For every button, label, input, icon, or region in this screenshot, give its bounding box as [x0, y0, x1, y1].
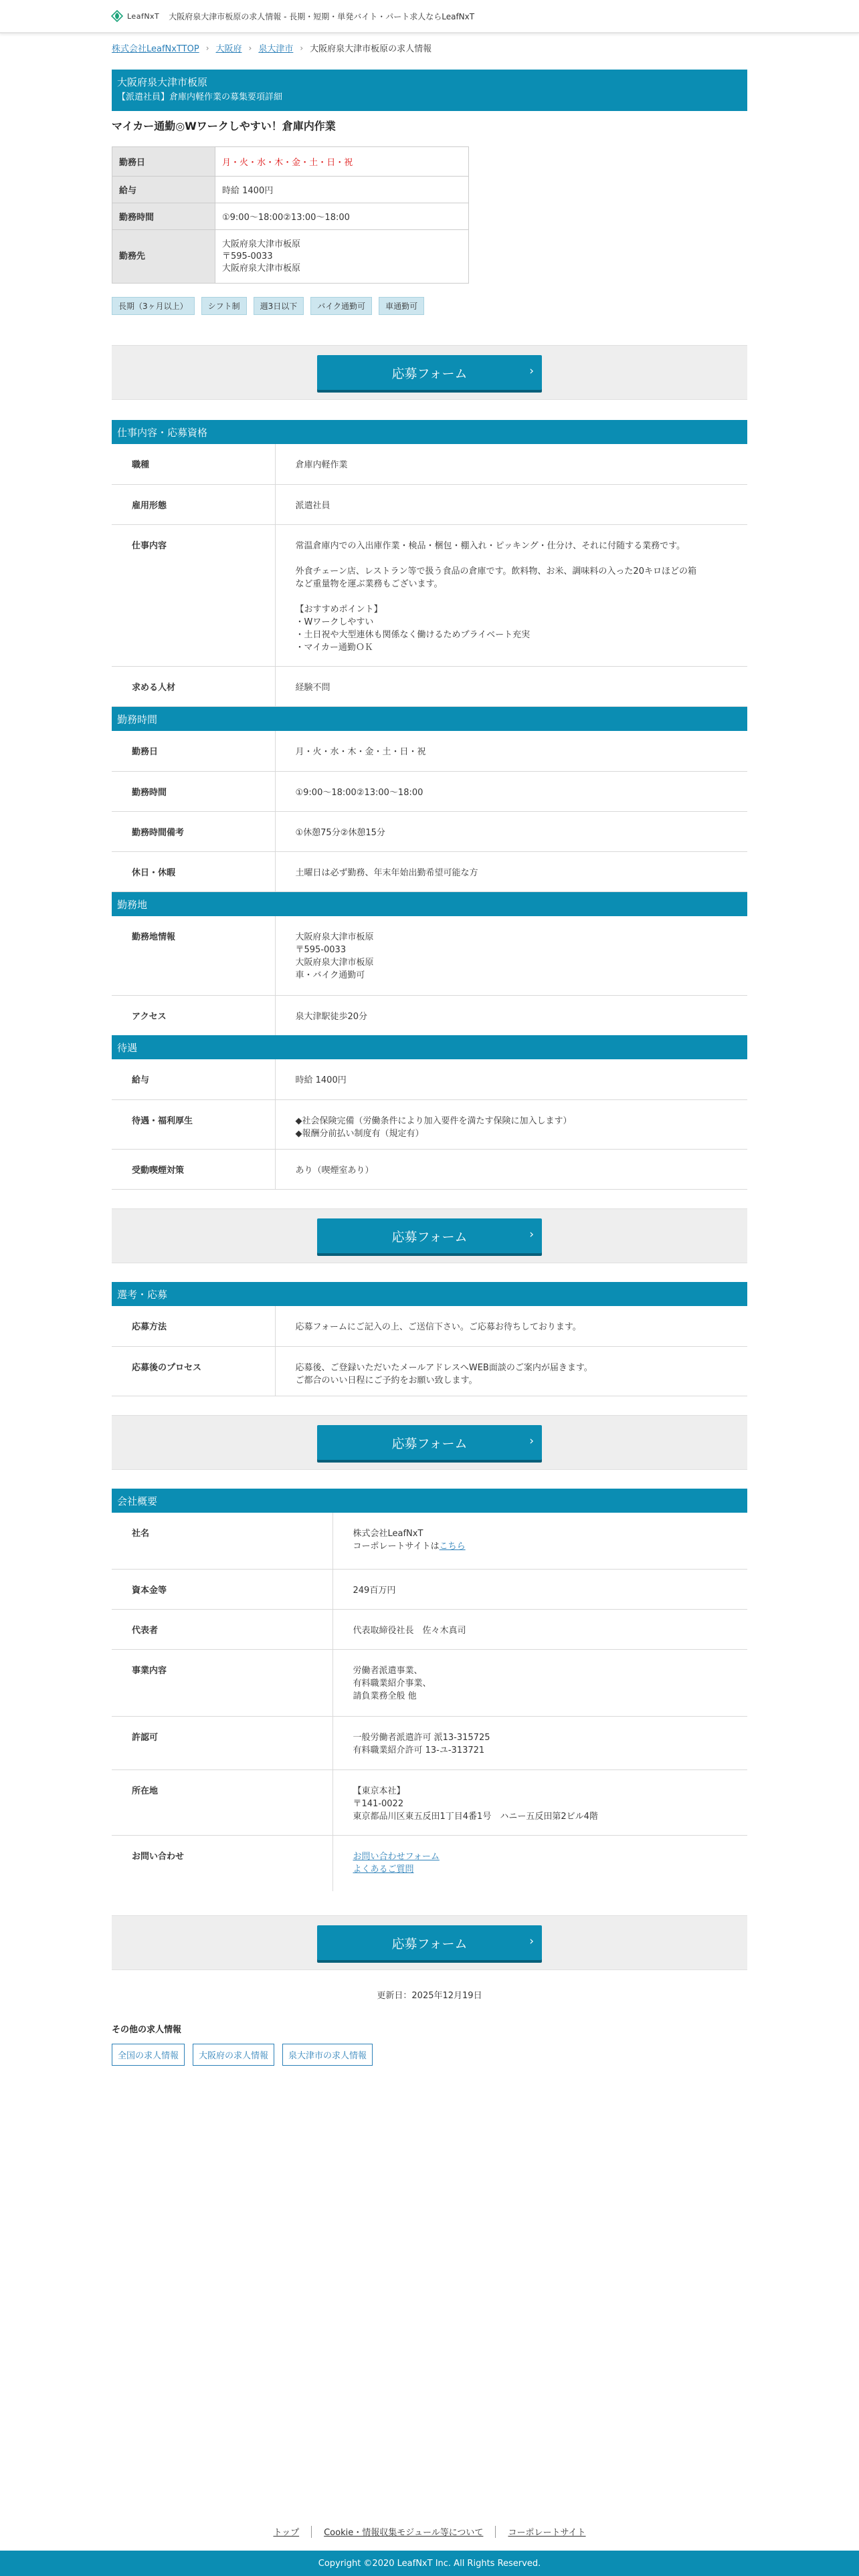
- section-place: [112, 892, 747, 1037]
- footer-cookie-link[interactable]: Cookie・情報収集モジュール等について: [324, 2528, 484, 2538]
- time-details-table: [112, 731, 747, 892]
- detail-row: [112, 1716, 747, 1769]
- detail-value-multiline: [275, 916, 747, 995]
- treatment-details-table: [112, 1059, 747, 1190]
- detail-line: 有料職業紹介事業、: [353, 1678, 432, 1689]
- updated-date: 更新日：2025年12月19日: [377, 1991, 482, 2001]
- company-details-table: [112, 1513, 747, 1891]
- detail-value: あり（喫煙室あり）: [275, 1149, 747, 1189]
- detail-row: [112, 1346, 747, 1396]
- apply-form-button[interactable]: [317, 1425, 542, 1460]
- detail-line: ・マイカー通勤ＯＫ: [295, 642, 373, 653]
- day-separator: ・: [335, 158, 345, 168]
- detail-label: 事業内容: [112, 1649, 332, 1716]
- summary-place-value: [215, 230, 469, 284]
- detail-value-multiline: [275, 524, 747, 666]
- detail-value: ①9:00～18:00②13:00～18:00: [275, 771, 747, 811]
- detail-row: [112, 916, 747, 995]
- section-work: [112, 420, 747, 707]
- day-separator: ・: [283, 158, 292, 168]
- job-summary-table: [112, 146, 469, 284]
- detail-label: 所在地: [112, 1769, 332, 1835]
- day-separator: ・: [248, 158, 258, 168]
- detail-label: 仕事内容: [112, 524, 275, 666]
- job-title-banner: [112, 70, 747, 111]
- detail-line: 大阪府泉大津市板原: [295, 958, 374, 968]
- detail-value: 倉庫内軽作業: [275, 444, 747, 484]
- day-separator: ・: [266, 158, 275, 168]
- chevron-right-icon: ›: [529, 1935, 534, 1948]
- detail-row: [112, 1513, 747, 1569]
- summary-day: 日: [326, 158, 336, 168]
- detail-value-multiline: [275, 1346, 747, 1396]
- detail-label: 求める人材: [112, 666, 275, 706]
- detail-line: ・Wワークしやすい: [295, 617, 374, 627]
- leaf-logo-icon: [111, 10, 123, 22]
- detail-line: 【東京本社】: [353, 1786, 405, 1796]
- detail-line: 車・バイク通勤可: [295, 970, 365, 980]
- detail-label: 職種: [112, 444, 275, 484]
- place-line: 大阪府泉大津市板原: [222, 263, 301, 274]
- apply-form-button[interactable]: [317, 1925, 542, 1960]
- prefecture-jobs-link[interactable]: 大阪府の求人情報: [193, 2044, 274, 2066]
- breadcrumb-city-link[interactable]: 泉大津市: [258, 44, 294, 54]
- apply-button-label: 応募フォーム: [391, 1936, 468, 1951]
- detail-row: [112, 524, 747, 666]
- detail-line: 応募後、ご登録いただいたメールアドレスへWEB面談のご案内が届きます。: [295, 1362, 593, 1373]
- summary-label: 勤務日: [112, 147, 215, 177]
- footer-top-link[interactable]: トップ: [273, 2528, 300, 2538]
- nationwide-jobs-link[interactable]: 全国の求人情報: [112, 2044, 185, 2066]
- detail-label: 受動喫煙対策: [112, 1149, 275, 1189]
- work-details-table: [112, 444, 747, 707]
- section-heading: 仕事内容・応募資格: [112, 420, 747, 444]
- breadcrumb-top-link[interactable]: 株式会社LeafNxTTOP: [112, 44, 199, 54]
- detail-value: 泉大津駅徒歩20分: [275, 995, 747, 1037]
- detail-label: 応募後のプロセス: [112, 1346, 275, 1396]
- summary-day: 金: [292, 158, 301, 168]
- detail-line: 一般労働者派遣許可 派13-315725: [353, 1732, 490, 1743]
- detail-line: ◆社会保険完備（労働条件により加入要件を満たす保険に加入します）: [295, 1115, 572, 1126]
- section-heading: 勤務時間: [112, 707, 747, 731]
- section-heading: 勤務地: [112, 892, 747, 916]
- detail-row: [112, 666, 747, 706]
- apply-button-label: 応募フォーム: [391, 1229, 468, 1245]
- detail-row: [112, 995, 747, 1037]
- section-heading: 選考・応募: [112, 1282, 747, 1306]
- detail-line: 大阪府泉大津市板原: [295, 932, 374, 942]
- corporate-site-line: [353, 1540, 748, 1553]
- detail-row: [112, 811, 747, 851]
- detail-row: [112, 1835, 747, 1891]
- summary-label: 勤務先: [112, 230, 215, 284]
- section-company: [112, 1489, 747, 1891]
- header-tagline: 大阪府泉大津市板原の求人情報 - 長期・短期・単発バイト・パート求人ならLeafNxT: [169, 11, 475, 21]
- other-jobs-links: [112, 2044, 747, 2066]
- chevron-right-icon: ›: [529, 1228, 534, 1241]
- summary-label: 勤務時間: [112, 203, 215, 230]
- place-line: 〒595-0033: [222, 251, 273, 261]
- detail-label: 勤務時間: [112, 771, 275, 811]
- apply-box: [112, 1208, 747, 1263]
- detail-row: [112, 1149, 747, 1189]
- job-location-title: 大阪府泉大津市板原: [117, 76, 208, 88]
- detail-value-multiline: [332, 1769, 747, 1835]
- place-line: 大阪府泉大津市板原: [222, 239, 301, 249]
- company-name-value: [332, 1513, 747, 1569]
- section-heading: 会社概要: [112, 1489, 747, 1513]
- feature-tag: 週3日以下: [254, 297, 304, 315]
- detail-label: 待遇・福利厚生: [112, 1099, 275, 1149]
- selection-details-table: [112, 1306, 747, 1396]
- chevron-right-icon: ›: [300, 43, 304, 53]
- summary-day: 月: [222, 158, 231, 168]
- section-treatment: [112, 1035, 747, 1190]
- summary-row-days: [112, 147, 469, 177]
- apply-form-button[interactable]: [317, 1218, 542, 1253]
- summary-day: 水: [257, 158, 266, 168]
- detail-line: ・土日祝や大型連休も関係なく働けるためプライベート充実: [295, 629, 531, 640]
- footer-corporate-link[interactable]: コーポレートサイト: [508, 2528, 586, 2538]
- faq-link[interactable]: よくあるご質問: [353, 1864, 414, 1874]
- detail-row: [112, 1569, 747, 1609]
- feature-tag: 車通勤可: [379, 297, 424, 315]
- apply-button-label: 応募フォーム: [391, 1436, 468, 1451]
- detail-label: 代表者: [112, 1609, 332, 1649]
- section-selection: [112, 1282, 747, 1396]
- copyright: Copyright ©2020 LeafNxT Inc. All Rights Reserved.: [0, 2551, 859, 2576]
- detail-value-multiline: [332, 1649, 747, 1716]
- apply-box: [112, 345, 747, 400]
- detail-value-multiline: [275, 1099, 747, 1149]
- detail-line: 請負業務全般 他: [353, 1691, 417, 1701]
- detail-line: 〒595-0033: [295, 945, 347, 955]
- apply-box: [112, 1915, 747, 1970]
- detail-value: 月・火・水・木・金・土・日・祝: [275, 731, 747, 771]
- detail-row: [112, 1609, 747, 1649]
- site-header: [0, 0, 859, 33]
- breadcrumb-current: 大阪府泉大津市板原の求人情報: [310, 44, 432, 54]
- detail-row: [112, 1649, 747, 1716]
- detail-label: アクセス: [112, 995, 275, 1037]
- detail-value: 時給 1400円: [275, 1059, 747, 1099]
- summary-hours-value: ①9:00～18:00②13:00～18:00: [215, 203, 469, 230]
- detail-label: お問い合わせ: [112, 1835, 332, 1891]
- detail-row: [112, 484, 747, 524]
- detail-label: 雇用形態: [112, 484, 275, 524]
- detail-value: 派遣社員: [275, 484, 747, 524]
- detail-line: ◆報酬分前払い制度有（規定有）: [295, 1128, 424, 1139]
- corporate-site-prefix: コーポレートサイトは: [353, 1541, 440, 1551]
- detail-label: 勤務日: [112, 731, 275, 771]
- summary-row-place: [112, 230, 469, 284]
- breadcrumb-prefecture-link[interactable]: 大阪府: [215, 44, 242, 54]
- feature-tag: 長期（3ヶ月以上）: [112, 297, 195, 315]
- feature-tag: シフト制: [201, 297, 247, 315]
- detail-value: 経験不問: [275, 666, 747, 706]
- detail-label: 休日・休暇: [112, 851, 275, 891]
- summary-day: 木: [274, 158, 284, 168]
- detail-value: 代表取締役社長 佐々木真司: [332, 1609, 747, 1649]
- detail-row: [112, 444, 747, 484]
- site-logo[interactable]: [111, 10, 159, 22]
- detail-label: 応募方法: [112, 1306, 275, 1346]
- feature-tags: [112, 297, 747, 315]
- detail-line: 外食チェーン店、レストラン等で扱う食品の倉庫です。飲料物、お米、調味料の入った20キロほどの箱: [295, 566, 696, 576]
- chevron-right-icon: ›: [529, 364, 534, 378]
- detail-label: 給与: [112, 1059, 275, 1099]
- detail-value-multiline: [332, 1716, 747, 1769]
- job-catchphrase: マイカー通勤◎Wワークしやすい！倉庫内作業: [112, 120, 336, 132]
- summary-salary-value: 時給 1400円: [215, 177, 469, 203]
- detail-line: ご都合のいい日程にご予約をお願い致します。: [295, 1375, 478, 1386]
- contact-form-link[interactable]: お問い合わせフォーム: [353, 1851, 440, 1862]
- apply-button-label: 応募フォーム: [391, 366, 468, 381]
- other-jobs-title: その他の求人情報: [112, 2025, 182, 2035]
- detail-row: [112, 1099, 747, 1149]
- chevron-right-icon: ›: [205, 43, 209, 53]
- detail-line: 【おすすめポイント】: [295, 604, 383, 615]
- apply-form-button[interactable]: [317, 355, 542, 390]
- detail-label: 社名: [112, 1513, 332, 1569]
- summary-day: 火: [240, 158, 249, 168]
- detail-row: [112, 1306, 747, 1346]
- chevron-right-icon: ›: [248, 43, 252, 53]
- summary-day: 土: [309, 158, 318, 168]
- detail-label: 許認可: [112, 1716, 332, 1769]
- detail-value: 土曜日は必ず勤務、年末年始出勤希望可能な方: [275, 851, 747, 891]
- summary-label: 給与: [112, 177, 215, 203]
- detail-value: 249百万円: [332, 1569, 747, 1609]
- day-separator: ・: [318, 158, 327, 168]
- feature-tag: バイク通勤可: [310, 297, 372, 315]
- footer-links: [0, 2525, 859, 2538]
- summary-row-salary: [112, 177, 469, 203]
- summary-days-value: [215, 147, 469, 177]
- detail-row: [112, 731, 747, 771]
- detail-row: [112, 851, 747, 891]
- detail-label: 資本金等: [112, 1569, 332, 1609]
- detail-spacer: [296, 591, 748, 603]
- chevron-right-icon: ›: [529, 1434, 534, 1448]
- detail-line: 〒141-0022: [353, 1798, 404, 1809]
- detail-row: [112, 771, 747, 811]
- detail-value: 応募フォームにご記入の上、ご送信下さい。ご応募お待ちしております。: [275, 1306, 747, 1346]
- corporate-site-link[interactable]: こちら: [439, 1541, 466, 1551]
- apply-box: [112, 1415, 747, 1470]
- detail-line: 労働者派遣事業、: [353, 1665, 423, 1676]
- place-details-table: [112, 916, 747, 1037]
- contact-links: [332, 1835, 747, 1891]
- detail-label: 勤務時間備考: [112, 811, 275, 851]
- summary-row-hours: [112, 203, 469, 230]
- detail-line: 東京都品川区東五反田1丁目4番1号 ハニー五反田第2ビル4階: [353, 1811, 598, 1822]
- detail-line: など重量物を運ぶ業務もございます。: [295, 578, 443, 589]
- logo-text: LeafNxT: [127, 11, 160, 21]
- section-time: [112, 707, 747, 892]
- detail-line: 有料職業紹介許可 13-ユ-313721: [353, 1745, 485, 1755]
- detail-label: 勤務地情報: [112, 916, 275, 995]
- section-heading: 待遇: [112, 1035, 747, 1059]
- day-separator: ・: [300, 158, 310, 168]
- job-type-subtitle: 【派遣社員】倉庫内軽作業の募集要項詳細: [117, 92, 283, 102]
- detail-row: [112, 1059, 747, 1099]
- city-jobs-link[interactable]: 泉大津市の求人情報: [282, 2044, 373, 2066]
- company-name: 株式会社LeafNxT: [353, 1529, 423, 1539]
- detail-line: 常温倉庫内での入出庫作業・検品・梱包・棚入れ・ピッキング・仕分け、それに付随する業務です。: [295, 540, 686, 551]
- detail-spacer: [296, 552, 748, 565]
- summary-day: 祝: [344, 158, 353, 168]
- detail-row: [112, 1769, 747, 1835]
- detail-value: ①休憩75分②休憩15分: [275, 811, 747, 851]
- breadcrumb: [112, 41, 747, 54]
- day-separator: ・: [231, 158, 240, 168]
